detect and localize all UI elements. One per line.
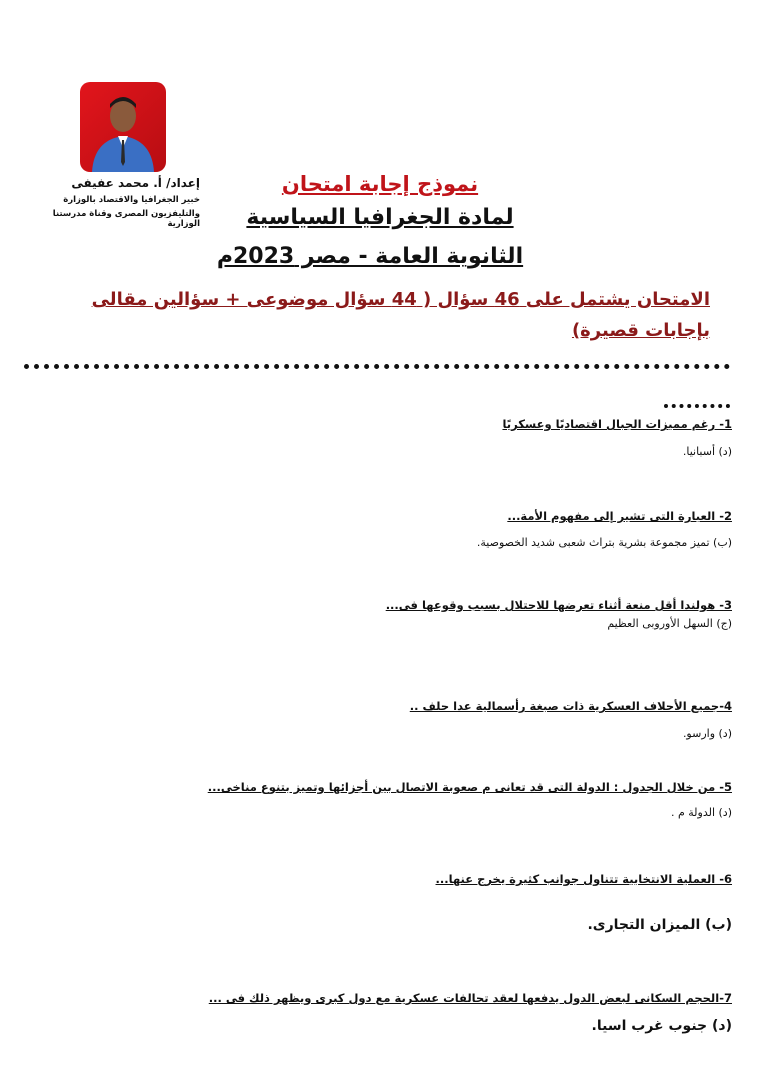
author-title: خبير الجغرافيا والاقتصاد بالوزارة bbox=[63, 195, 200, 205]
question-6: 6- العملية الانتخابية تتناول جوانب كثيرة يخرج عنها... bbox=[435, 872, 732, 886]
document-title: نموذج إجابة امتحان bbox=[281, 172, 479, 196]
question-2: 2- العبارة التى تشير إلى مفهوم الأمة... bbox=[507, 509, 732, 523]
answer-5: (د) الدولة م . bbox=[670, 806, 732, 819]
subject-title: لمادة الجغرافيا السياسية bbox=[246, 205, 514, 230]
question-3: 3- هولندا أقل منعة أثناء تعرضها للاحتلال بسبب وقوعها فى... bbox=[385, 598, 732, 612]
answer-3: (ج) السهل الأوروبى العظيم bbox=[607, 617, 732, 630]
exam-description: الامتحان يشتمل على 46 سؤال ( 44 سؤال موضوعى + سؤالين مقالى بإجابات قصيرة) bbox=[91, 289, 710, 341]
answer-4: (د) وارسو. bbox=[682, 727, 732, 740]
answer-6: (ب) الميزان التجارى. bbox=[587, 917, 732, 933]
author-portrait-icon bbox=[80, 82, 166, 172]
answer-7: (د) جنوب غرب اسيا. bbox=[591, 1018, 732, 1034]
author-name: إعداد/ أ. محمد عفيفى bbox=[71, 176, 200, 190]
exam-level-title: الثانوية العامة - مصر 2023م bbox=[216, 244, 524, 269]
answer-1: (د) أسبانيا. bbox=[682, 445, 732, 458]
dotted-divider bbox=[24, 364, 730, 369]
question-7: 7-الحجم السكانى لبعض الدول يدفعها لعقد تحالفات عسكرية مع دول كبرى ويظهر ذلك فى ... bbox=[208, 991, 732, 1005]
question-5: 5- من خلال الجدول : الدولة التى قد تعانى م صعوبة الاتصال بين أجزائها وتميز بتنوع مناخى... bbox=[207, 780, 732, 794]
dotted-divider-short bbox=[664, 404, 730, 408]
question-4: 4-جميع الأحلاف العسكرية ذات صبغة رأسمالية عدا حلف .. bbox=[409, 699, 732, 713]
author-photo bbox=[80, 82, 166, 172]
answer-2: (ب) تميز مجموعة بشرية بتراث شعبى شديد الخصوصية. bbox=[476, 536, 732, 549]
author-affiliation: والتليفزيون المصرى وقناة مدرستنا الوزارية bbox=[52, 209, 200, 229]
question-1: 1- رغم مميزات الجبال اقتصاديًا وعسكريًا bbox=[502, 417, 732, 431]
